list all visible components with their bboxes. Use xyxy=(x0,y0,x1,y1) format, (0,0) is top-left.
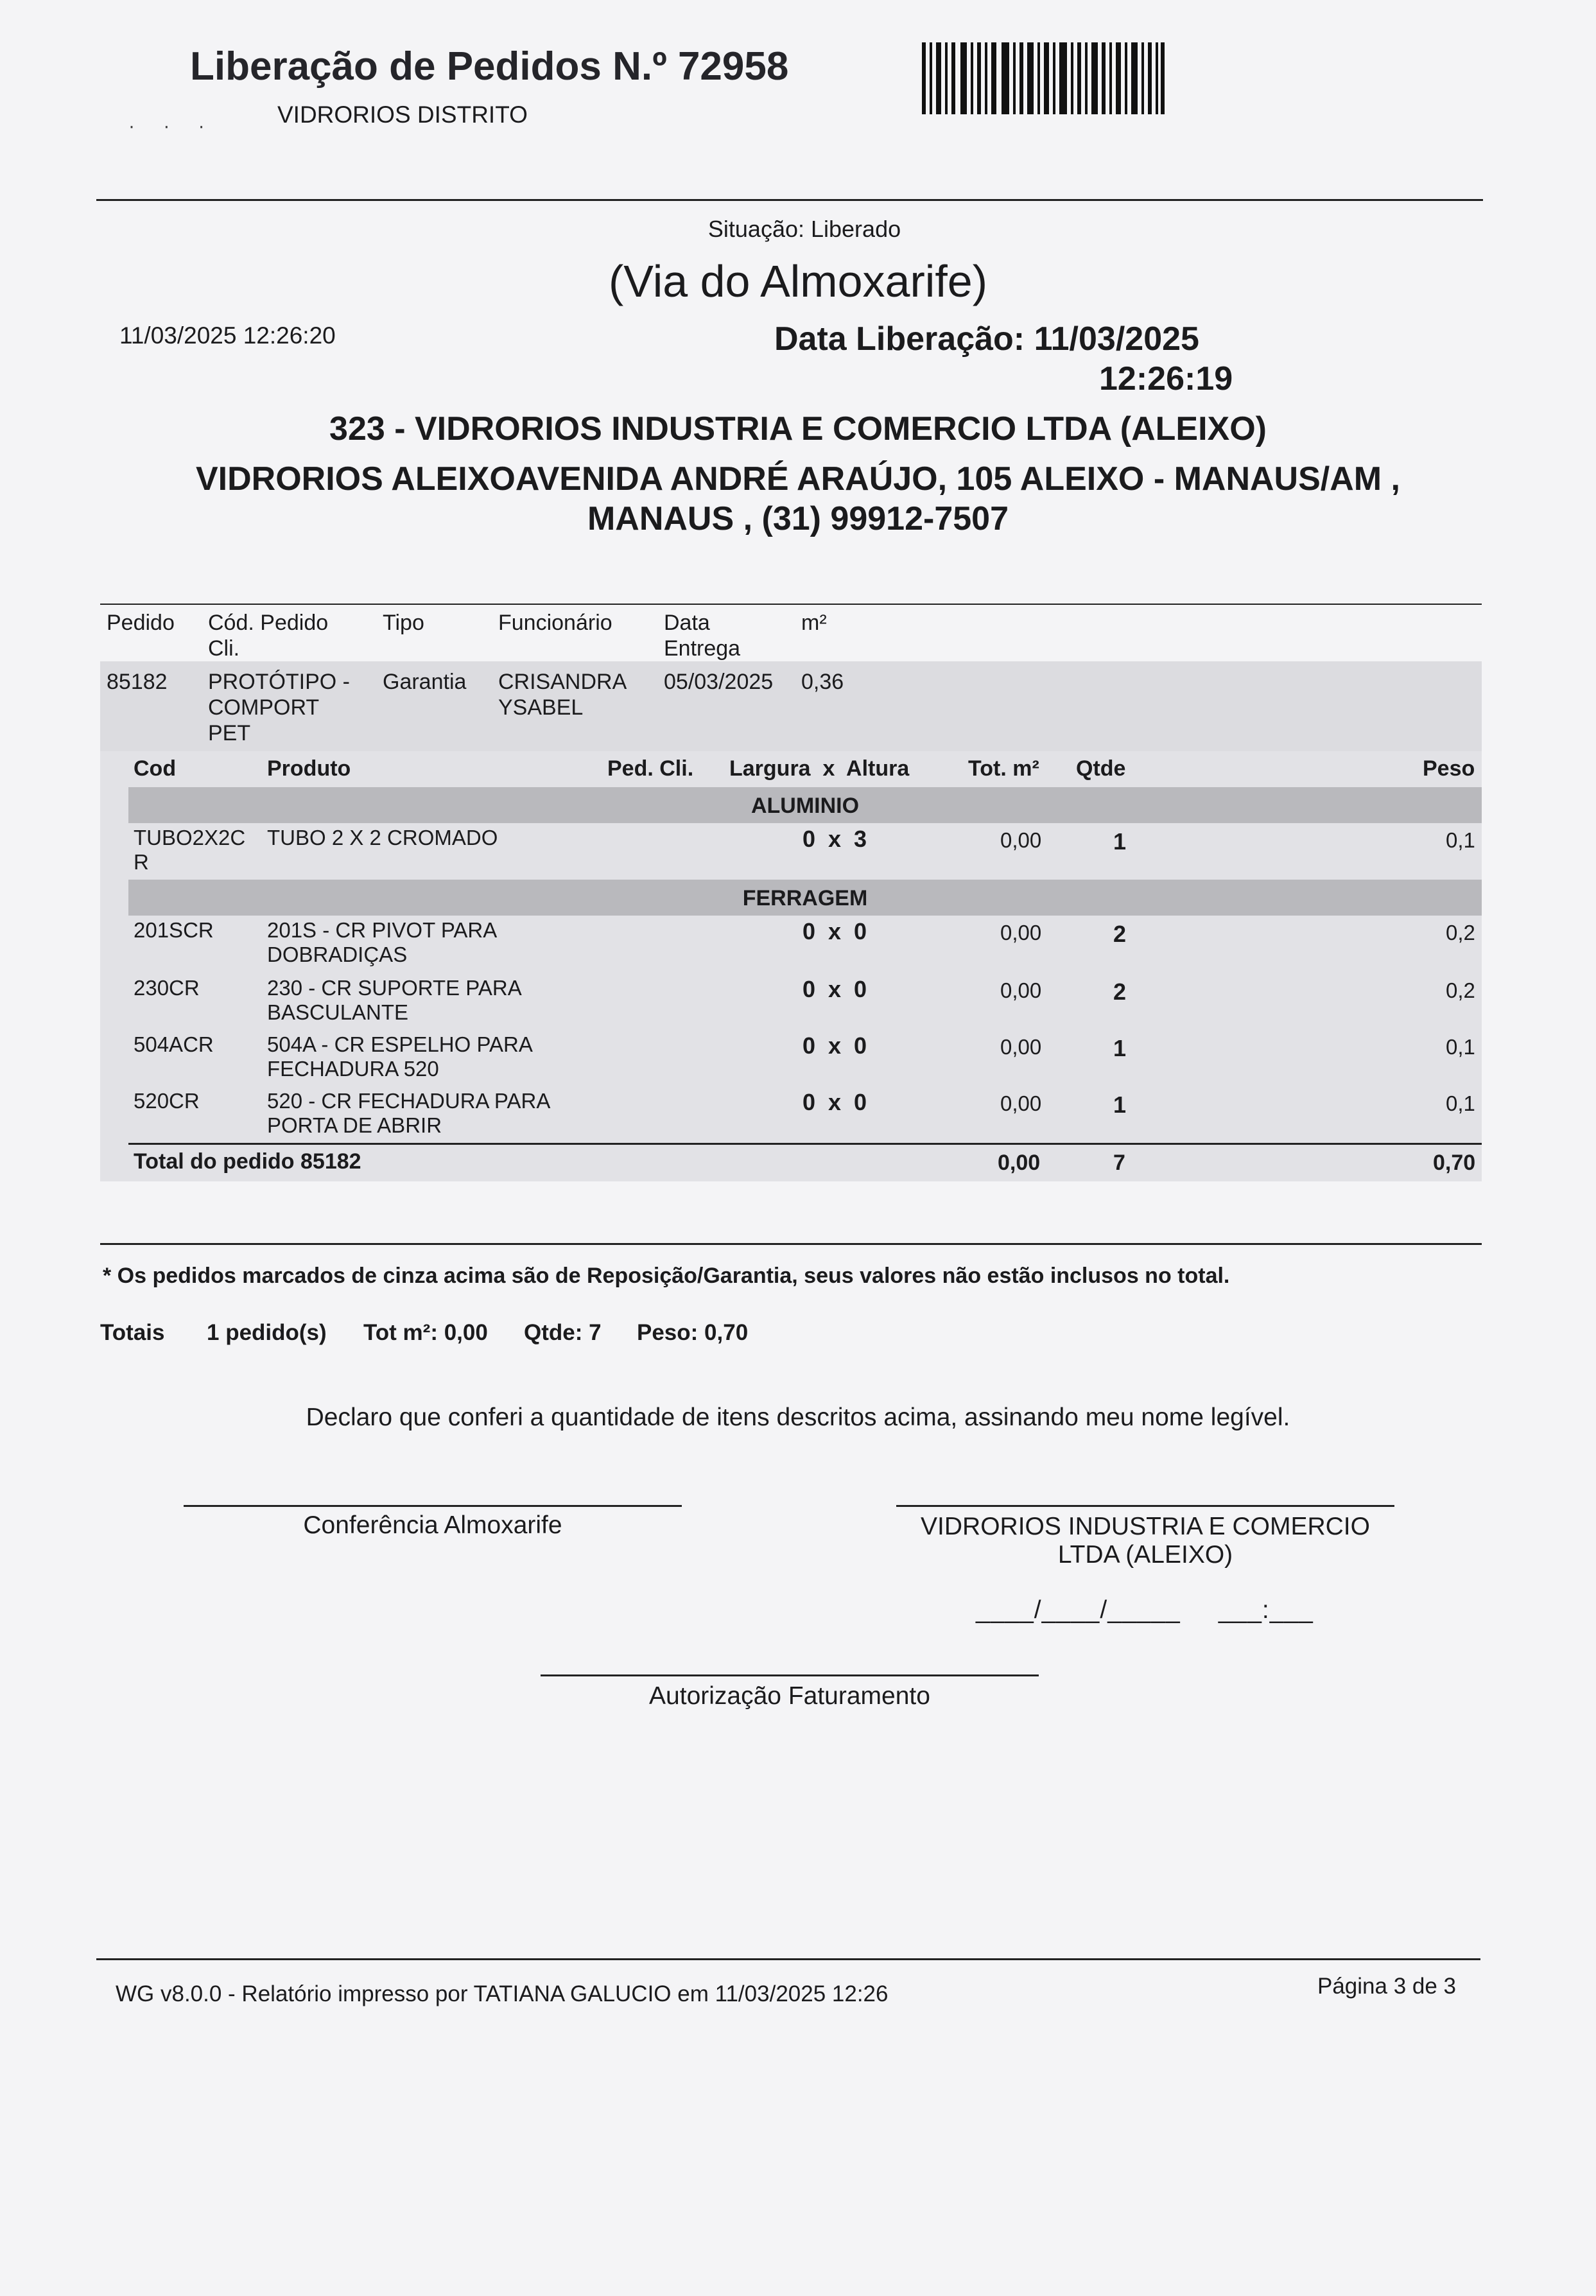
company-address-line2: MANAUS , (31) 99912-7507 xyxy=(587,500,1009,537)
item-product: 201S - CR PIVOT PARA xyxy=(267,918,498,942)
order-type: Garantia xyxy=(383,670,467,694)
item-qty: 2 xyxy=(1113,921,1127,947)
signature-label-autorizacao: Autorização Faturamento xyxy=(649,1682,930,1710)
document-title: Liberação de Pedidos N.º 72958 xyxy=(190,44,789,89)
order-total-rule xyxy=(128,1143,1482,1145)
col-pedido: Pedido xyxy=(107,611,175,635)
company-short-name: VIDRORIOS DISTRITO xyxy=(277,101,528,128)
item-tot-m2: 0,00 xyxy=(1000,1035,1042,1059)
item-qty: 2 xyxy=(1113,978,1127,1005)
note-divider xyxy=(100,1243,1482,1245)
declaration-text: Declaro que conferi a quantidade de itens descritos acima, assinando meu nome legível. xyxy=(306,1404,1290,1431)
item-code: 504ACR xyxy=(134,1032,214,1056)
item-dimensions: 0 x 0 xyxy=(802,918,867,944)
item-weight: 0,2 xyxy=(1446,978,1475,1002)
signature-label-conferencia: Conferência Almoxarife xyxy=(303,1511,562,1539)
col-funcionario: Funcionário xyxy=(498,611,612,635)
col-cod-pedido-cli-2: Cli. xyxy=(208,636,240,661)
release-time: 12:26:19 xyxy=(1099,360,1233,397)
print-timestamp: 11/03/2025 12:26:20 xyxy=(119,322,336,349)
item-dimensions: 0 x 3 xyxy=(802,826,867,852)
copy-designation: (Via do Almoxarife) xyxy=(608,256,988,306)
order-employee-2: YSABEL xyxy=(498,695,584,720)
order-total-m2: 0,00 xyxy=(998,1151,1041,1175)
item-product: 504A - CR ESPELHO PARA xyxy=(267,1032,533,1056)
item-weight: 0,1 xyxy=(1446,1035,1475,1059)
order-employee: CRISANDRA xyxy=(498,670,627,694)
item-code-cont: R xyxy=(134,850,149,874)
status-text: Situação: Liberado xyxy=(707,216,901,242)
item-col-produto: Produto xyxy=(267,756,351,781)
signature-line-company xyxy=(896,1505,1394,1507)
item-code: 230CR xyxy=(134,976,200,1000)
item-qty: 1 xyxy=(1113,828,1127,855)
signature-label-company: VIDRORIOS INDUSTRIA E COMERCIO xyxy=(921,1513,1370,1540)
item-product: TUBO 2 X 2 CROMADO xyxy=(267,826,498,849)
totals-weight: Peso: 0,70 xyxy=(637,1320,749,1345)
item-product-cont: DOBRADIÇAS xyxy=(267,943,408,966)
item-dimensions: 0 x 0 xyxy=(802,1089,867,1115)
item-tot-m2: 0,00 xyxy=(1000,1091,1042,1115)
col-tipo: Tipo xyxy=(383,611,424,635)
footer-report-info: WG v8.0.0 - Relatório impresso por TATIANA GALUCIO em 11/03/2025 12:26 xyxy=(116,1981,889,2006)
order-client-code: PROTÓTIPO - xyxy=(208,670,350,694)
item-tot-m2: 0,00 xyxy=(1000,978,1042,1002)
page-number: Página 3 de 3 xyxy=(1317,1974,1457,1999)
item-product: 520 - CR FECHADURA PARA xyxy=(267,1089,551,1113)
item-dimensions: 0 x 0 xyxy=(802,1032,867,1059)
item-tot-m2: 0,00 xyxy=(1000,828,1042,852)
company-address-line1: VIDRORIOS ALEIXOAVENIDA ANDRÉ ARAÚJO, 105 ALEIXO - MANAUS/AM , xyxy=(195,460,1401,498)
category-label: FERRAGEM xyxy=(742,886,868,910)
item-col-dimensions: Largura x Altura xyxy=(729,756,910,781)
item-col-ped-cli: Ped. Cli. xyxy=(607,756,694,781)
item-qty: 1 xyxy=(1113,1091,1127,1118)
item-product-cont: FECHADURA 520 xyxy=(267,1057,439,1081)
item-col-tot-m2: Tot. m² xyxy=(968,756,1039,781)
totals-qty: Qtde: 7 xyxy=(524,1320,602,1345)
item-code: 201SCR xyxy=(134,918,214,942)
item-weight: 0,1 xyxy=(1446,1091,1475,1115)
totals-label: Totais xyxy=(100,1320,165,1345)
order-total-label: Total do pedido 85182 xyxy=(134,1149,361,1174)
signature-line-conferencia xyxy=(184,1505,682,1507)
header-divider xyxy=(96,199,1483,201)
order-number: 85182 xyxy=(107,670,168,694)
item-col-cod: Cod xyxy=(134,756,177,781)
order-client-code-2: COMPORT xyxy=(208,695,320,720)
pen-mark: · · · xyxy=(128,116,216,137)
item-product: 230 - CR SUPORTE PARA xyxy=(267,976,522,1000)
item-product-cont: BASCULANTE xyxy=(267,1000,409,1024)
item-product-cont: PORTA DE ABRIR xyxy=(267,1113,442,1137)
item-col-peso: Peso xyxy=(1423,756,1475,781)
col-data-entrega: Data xyxy=(664,611,710,635)
item-weight: 0,1 xyxy=(1446,828,1475,852)
item-code: 520CR xyxy=(134,1089,200,1113)
order-total-qty: 7 xyxy=(1113,1151,1125,1175)
footer-divider xyxy=(96,1958,1480,1960)
barcode xyxy=(922,42,1165,114)
signature-label-company-2: LTDA (ALEIXO) xyxy=(1057,1541,1233,1569)
order-delivery-date: 05/03/2025 xyxy=(664,670,774,694)
order-area: 0,36 xyxy=(801,670,844,694)
item-tot-m2: 0,00 xyxy=(1000,921,1042,944)
company-full-name: 323 - VIDRORIOS INDUSTRIA E COMERCIO LTDA (ALEIXO) xyxy=(329,410,1267,448)
order-total-weight: 0,70 xyxy=(1433,1151,1476,1175)
item-dimensions: 0 x 0 xyxy=(802,976,867,1002)
signature-line-autorizacao xyxy=(541,1674,1039,1676)
order-client-code-3: PET xyxy=(208,721,251,745)
totals-orders: 1 pedido(s) xyxy=(207,1320,327,1345)
guarantee-note: * Os pedidos marcados de cinza acima são de Reposição/Garantia, seus valores não estão inclusos no total. xyxy=(103,1264,1230,1288)
col-cod-pedido-cli: Cód. Pedido xyxy=(208,611,329,635)
totals-area: Tot m²: 0,00 xyxy=(363,1320,488,1345)
item-code: TUBO2X2C xyxy=(134,826,246,849)
item-weight: 0,2 xyxy=(1446,921,1475,944)
release-date: Data Liberação: 11/03/2025 xyxy=(774,320,1199,358)
col-data-entrega-2: Entrega xyxy=(664,636,741,661)
category-label: ALUMINIO xyxy=(750,794,860,818)
item-qty: 1 xyxy=(1113,1035,1127,1061)
item-col-qtde: Qtde xyxy=(1076,756,1126,781)
order-table-top-rule xyxy=(100,604,1482,605)
date-time-blank: ____/____/_____ ___:___ xyxy=(976,1596,1314,1624)
col-m2: m² xyxy=(801,611,827,635)
